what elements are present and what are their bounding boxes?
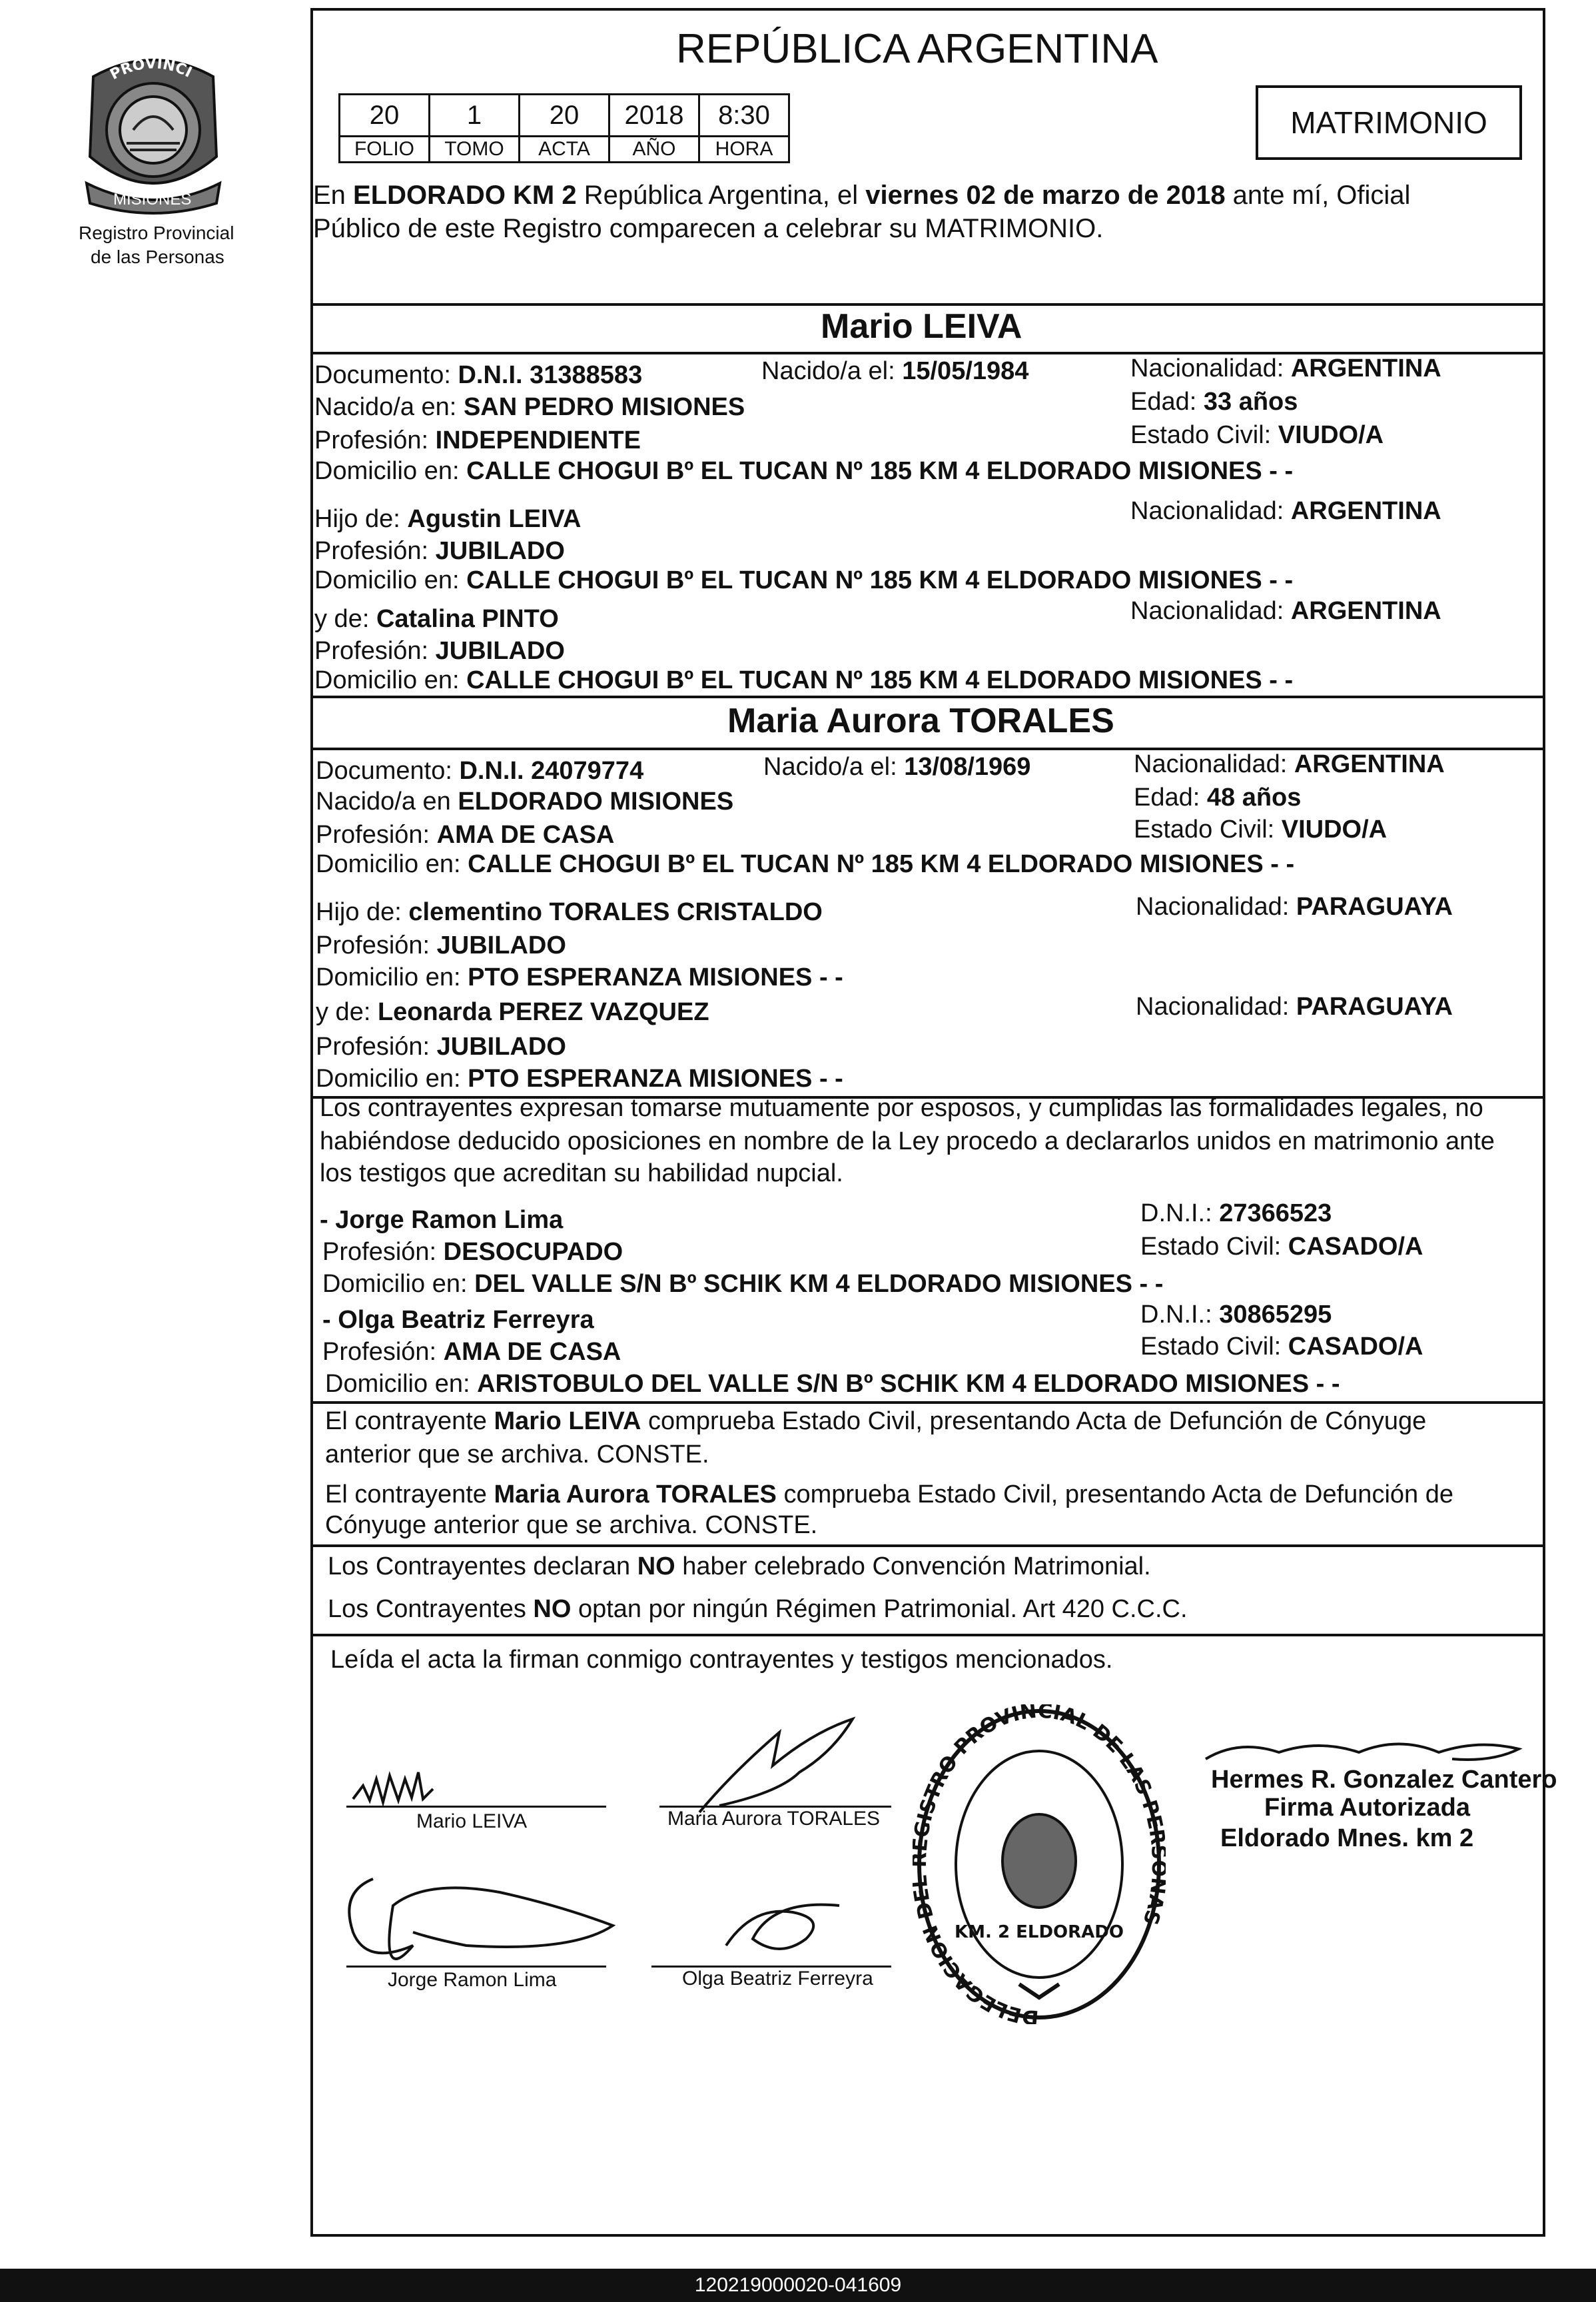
groom-father-address: Domicilio en: CALLE CHOGUI Bº EL TUCAN Nº 185 KM 4 ELDORADO MISIONES - - — [314, 566, 1294, 594]
bride-documento: Documento: D.N.I. 24079774 — [316, 757, 644, 785]
groom-documento: Documento: D.N.I. 31388583 — [314, 361, 643, 389]
closing-statement: Leída el acta la firman conmigo contrayentes y testigos mencionados. — [330, 1646, 1113, 1674]
witness1-dni: D.N.I.: 27366523 — [1140, 1199, 1332, 1227]
groom-age: Edad: 33 años — [1130, 388, 1298, 416]
witness1-profession: Profesión: DESOCUPADO — [322, 1238, 623, 1266]
groom-mother-address: Domicilio en: CALLE CHOGUI Bº EL TUCAN Nº 185 KM 4 ELDORADO MISIONES - - — [314, 666, 1294, 694]
bride-birthdate: Nacido/a el: 13/08/1969 — [763, 753, 1031, 781]
intro-line2: Público de este Registro comparecen a celebrar su MATRIMONIO. — [313, 214, 1104, 243]
doc-type-label: MATRIMONIO — [1290, 105, 1487, 140]
seal-inner-text: KM. 2 ELDORADO — [955, 1922, 1124, 1942]
doc-type-box — [1256, 85, 1522, 160]
signature-label-mario: Mario LEIVA — [416, 1810, 528, 1832]
bride-birthplace: Nacido/a en ELDORADO MISIONES — [316, 788, 734, 816]
groom-mother-nationality: Nacionalidad: ARGENTINA — [1130, 597, 1441, 625]
official-round-seal — [913, 1704, 1166, 2024]
folio-value: 20 — [338, 93, 430, 137]
groom-birthplace: Nacido/a en: SAN PEDRO MISIONES — [314, 393, 745, 421]
tomo-label: TOMO — [428, 135, 520, 163]
year-label: AÑO — [608, 135, 700, 163]
divider — [310, 1634, 1545, 1636]
divider — [310, 696, 1545, 698]
groom-civil-status: Estado Civil: VIUDO/A — [1130, 421, 1384, 449]
groom-father: Hijo de: Agustin LEIVA — [314, 505, 582, 533]
groom-mother: y de: Catalina PINTO — [314, 605, 559, 633]
groom-address: Domicilio en: CALLE CHOGUI Bº EL TUCAN Nº 185 KM 4 ELDORADO MISIONES - - — [314, 457, 1294, 485]
groom-profession: Profesión: INDEPENDIENTE — [314, 426, 641, 454]
groom-father-nationality: Nacionalidad: ARGENTINA — [1130, 497, 1441, 525]
regime-line2: Los Contrayentes NO optan por ningún Régimen Patrimonial. Art 420 C.C.C. — [328, 1595, 1188, 1623]
bride-father: Hijo de: clementino TORALES CRISTALDO — [316, 898, 823, 926]
bride-address: Domicilio en: CALLE CHOGUI Bº EL TUCAN Nº 185 KM 4 ELDORADO MISIONES - - — [316, 850, 1295, 878]
bride-civil-status: Estado Civil: VIUDO/A — [1134, 816, 1388, 844]
groom-name: Mario LEIVA — [821, 307, 1022, 346]
acta-value: 20 — [518, 93, 610, 137]
record-number-table — [338, 93, 798, 170]
civil-note-1-line2: anterior que se archiva. CONSTE. — [325, 1440, 709, 1468]
logo-seal-text-top: PROVINCI — [107, 55, 195, 84]
signature-label-olga: Olga Beatriz Ferreyra — [682, 1968, 873, 1990]
seal-ring-text: DELEGACION D ISTRO PROVINCIAL DE LAS PE AS — [913, 1704, 1166, 2024]
groom-father-profession: Profesión: JUBILADO — [314, 537, 565, 565]
groom-nationality: Nacionalidad: ARGENTINA — [1130, 354, 1441, 382]
document-title: REPÚBLICA ARGENTINA — [676, 26, 1158, 72]
signature-line — [346, 1806, 606, 1808]
hour-value: 8:30 — [698, 93, 790, 137]
bride-age: Edad: 48 años — [1134, 784, 1302, 812]
groom-birthdate: Nacido/a el: 15/05/1984 — [761, 357, 1029, 385]
bride-profession: Profesión: AMA DE CASA — [316, 821, 615, 849]
bride-nationality: Nacionalidad: ARGENTINA — [1134, 750, 1445, 778]
witness1-civil-status: Estado Civil: CASADO/A — [1140, 1233, 1423, 1261]
footer-code: 120219000020-041609 — [0, 2269, 1596, 2302]
bride-father-profession: Profesión: JUBILADO — [316, 931, 566, 959]
tomo-value: 1 — [428, 93, 520, 137]
witness2-dni: D.N.I.: 30865295 — [1140, 1301, 1332, 1329]
witness2-name: - Olga Beatriz Ferreyra — [322, 1306, 594, 1334]
witness1-address: Domicilio en: DEL VALLE S/N Bº SCHIK KM 4 ELDORADO MISIONES - - — [322, 1270, 1164, 1298]
witness2-civil-status: Estado Civil: CASADO/A — [1140, 1333, 1423, 1361]
bride-mother-nationality: Nacionalidad: PARAGUAYA — [1136, 993, 1453, 1021]
bride-mother-address: Domicilio en: PTO ESPERANZA MISIONES - - — [316, 1065, 843, 1093]
signature-label-jorge: Jorge Ramon Lima — [388, 1969, 557, 1991]
signature-olga-ferreyra — [713, 1892, 859, 1966]
bride-mother-profession: Profesión: JUBILADO — [316, 1033, 566, 1061]
declaration-line3: los testigos que acreditan su habilidad nupcial. — [320, 1159, 843, 1187]
official-stamp-line1: Hermes R. Gonzalez Cantero — [1211, 1766, 1557, 1794]
bride-father-nationality: Nacionalidad: PARAGUAYA — [1136, 893, 1453, 921]
civil-note-2-line2: Cónyuge anterior que se archiva. CONSTE. — [325, 1511, 818, 1539]
logo-seal-text-bottom: MISIONES — [113, 191, 192, 209]
civil-note-1: El contrayente Mario LEIVA comprueba Estado Civil, presentando Acta de Defunción de Cónyuge — [325, 1407, 1427, 1435]
year-value: 2018 — [608, 93, 700, 137]
signature-mario-leiva — [346, 1759, 480, 1812]
folio-label: FOLIO — [338, 135, 430, 163]
logo-caption-line2: de las Personas — [91, 247, 224, 267]
witness2-address: Domicilio en: ARISTOBULO DEL VALLE S/N Bº SCHIK KM 4 ELDORADO MISIONES - - — [325, 1370, 1340, 1398]
civil-note-2: El contrayente Maria Aurora TORALES comprueba Estado Civil, presentando Acta de Defunción de — [325, 1480, 1453, 1508]
regime-line1: Los Contrayentes declaran NO haber celebrado Convención Matrimonial. — [328, 1552, 1151, 1580]
divider — [310, 303, 1545, 306]
logo-caption-line1: Registro Provincial — [79, 223, 234, 243]
hour-label: HORA — [698, 135, 790, 163]
signature-line — [346, 1966, 606, 1968]
groom-mother-profession: Profesión: JUBILADO — [314, 637, 565, 665]
bride-mother: y de: Leonarda PEREZ VAZQUEZ — [316, 998, 709, 1026]
witness1-name: - Jorge Ramon Lima — [320, 1206, 564, 1234]
intro-line1: En ELDORADO KM 2 República Argentina, el viernes 02 de marzo de 2018 ante mí, Oficial — [313, 181, 1411, 210]
signature-maria-torales — [679, 1706, 879, 1819]
declaration-line2: habiéndose deducido oposiciones en nombre de la Ley procedo a declararlos unidos en matrimonio ante — [320, 1127, 1495, 1155]
official-stamp-line3: Eldorado Mnes. km 2 — [1220, 1824, 1474, 1852]
declaration-line1: Los contrayentes expresan tomarse mutuamente por esposos, y cumplidas las formalidades legales, no — [320, 1094, 1483, 1122]
witness2-profession: Profesión: AMA DE CASA — [322, 1338, 621, 1366]
divider — [310, 1401, 1545, 1404]
bride-name: Maria Aurora TORALES — [727, 702, 1114, 740]
bride-father-address: Domicilio en: PTO ESPERANZA MISIONES - - — [316, 963, 843, 991]
divider — [310, 1544, 1545, 1547]
acta-label: ACTA — [518, 135, 610, 163]
official-stamp-line2: Firma Autorizada — [1264, 1794, 1470, 1822]
signature-label-maria: Maria Aurora TORALES — [667, 1808, 881, 1830]
